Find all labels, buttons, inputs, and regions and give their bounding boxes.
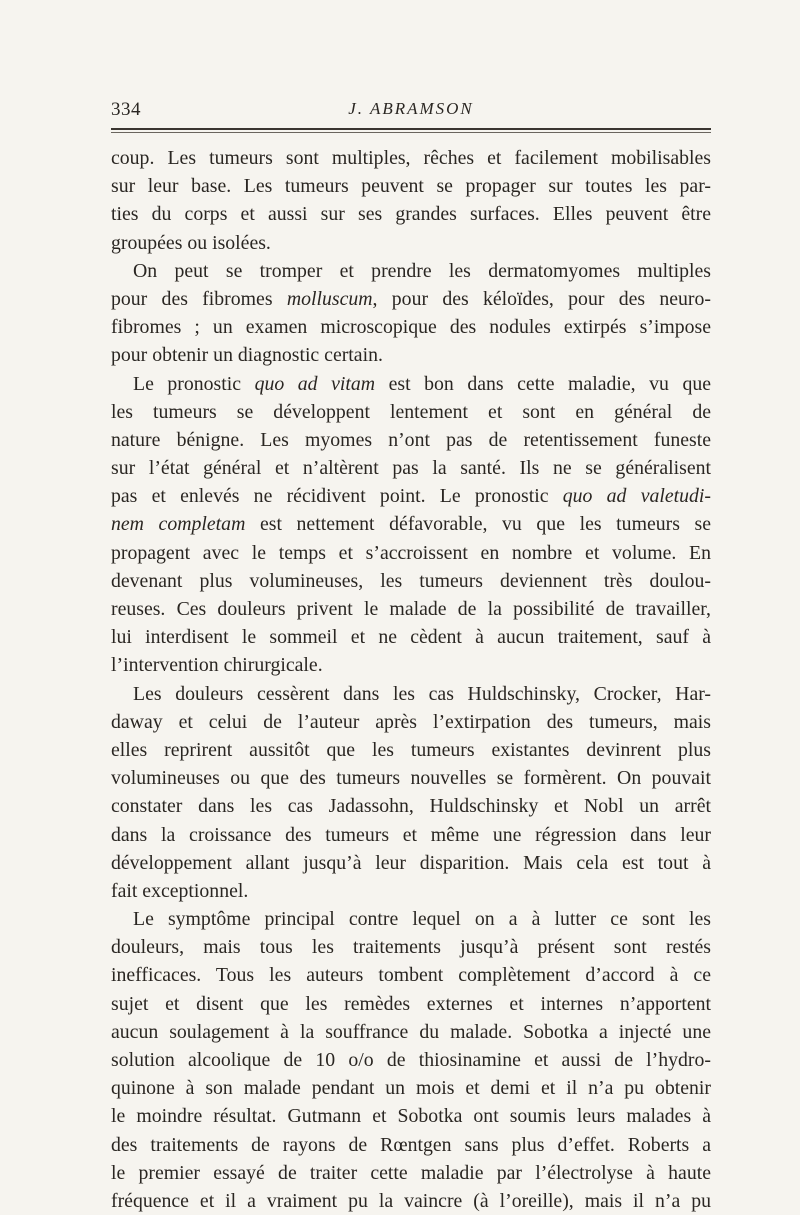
text-line: sur l’état général et n’altèrent pas la santé. Ils ne se généralisent (111, 457, 711, 480)
text-line: lui interdisent le sommeil et ne cèdent à aucun traitement, sauf à (111, 626, 711, 649)
text-line: dans la croissance des tumeurs et même une régression dans leur (111, 823, 711, 846)
text-line: des traitements de rayons de Rœntgen sans plus d’effet. Roberts a (111, 1133, 711, 1156)
text-line: sujet et disent que les remèdes externes et internes n’apportent (111, 992, 711, 1015)
text-line: l’intervention chirurgicale. (111, 654, 323, 677)
text-line: volumineuses ou que des tumeurs nouvelles se formèrent. On pouvait (111, 767, 711, 790)
paragraph (111, 905, 711, 1215)
text-line: fréquence et il a vraiment pu la vaincre (à l’oreille), mais il n’a pu (111, 1189, 711, 1212)
text-line: constater dans les cas Jadassohn, Huldschinsky et Nobl un arrêt (111, 795, 711, 818)
paragraph (111, 144, 711, 257)
text-line: sur leur base. Les tumeurs peuvent se propager sur toutes les par- (111, 175, 711, 198)
text-line: elles reprirent aussitôt que les tumeurs existantes devinrent plus (111, 738, 711, 761)
text-line: quinone à son malade pendant un mois et demi et il n’a pu obtenir (111, 1077, 711, 1100)
text-line: solution alcoolique de 10 o/o de thiosinamine et aussi de l’hydro- (111, 1049, 711, 1071)
text-line: propagent avec le temps et s’accroissent en nombre et volume. En (111, 541, 711, 564)
text-line: développement allant jusqu’à leur disparition. Mais cela est tout à (111, 851, 711, 874)
paragraph (111, 680, 711, 906)
text-line: pas et enlevés ne récidivent point. Le pronostic quo ad valetudi- (111, 485, 711, 508)
text-line: coup. Les tumeurs sont multiples, rêches et facilement mobilisables (111, 147, 711, 169)
text-line: pour des fibromes molluscum, pour des kéloïdes, pour des neuro- (111, 287, 711, 310)
text-line: inefficaces. Tous les auteurs tombent complètement d’accord à ce (111, 964, 711, 987)
text-line: Le pronostic quo ad vitam est bon dans cette maladie, vu que (133, 372, 711, 395)
text-line: nature bénigne. Les myomes n’ont pas de retentissement funeste (111, 428, 711, 451)
page-header (111, 95, 711, 125)
text-line: Les douleurs cessèrent dans les cas Huldschinsky, Crocker, Har- (133, 682, 711, 705)
text-line: groupées ou isolées. (111, 231, 271, 254)
text-line: fait exceptionnel. (111, 879, 249, 902)
text-line: reuses. Ces douleurs privent le malade de la possibilité de travailler, (111, 598, 711, 620)
text-line: Le symptôme principal contre lequel on a à lutter ce sont les (133, 908, 711, 931)
paragraph (111, 370, 711, 680)
text-line: pour obtenir un diagnostic certain. (111, 344, 383, 367)
header-rule (111, 128, 711, 133)
text-line: nem completam est nettement défavorable, vu que les tumeurs se (111, 513, 711, 536)
text-line: douleurs, mais tous les traitements jusqu’à présent sont restés (111, 936, 711, 959)
text-line: devenant plus volumineuses, les tumeurs deviennent très doulou- (111, 569, 711, 592)
text-line: ties du corps et aussi sur ses grandes surfaces. Elles peuvent être (111, 203, 711, 226)
text-line: aucun soulagement à la souffrance du malade. Sobotka a injecté une (111, 1020, 711, 1043)
text-line: fibromes ; un examen microscopique des nodules extirpés s’impose (111, 316, 711, 339)
running-head: J. ABRAMSON (348, 99, 474, 118)
paragraph (111, 257, 711, 370)
text-line: daway et celui de l’auteur après l’extirpation des tumeurs, mais (111, 710, 711, 733)
page-number: 334 (111, 99, 141, 120)
text-line: On peut se tromper et prendre les dermatomyomes multiples (133, 259, 711, 282)
text-line: les tumeurs se développent lentement et sont en général de (111, 400, 711, 423)
text-line: le premier essayé de traiter cette maladie par l’électrolyse à haute (111, 1161, 711, 1184)
text-line: le moindre résultat. Gutmann et Sobotka ont soumis leurs malades à (111, 1105, 711, 1128)
body-text (111, 144, 711, 1215)
